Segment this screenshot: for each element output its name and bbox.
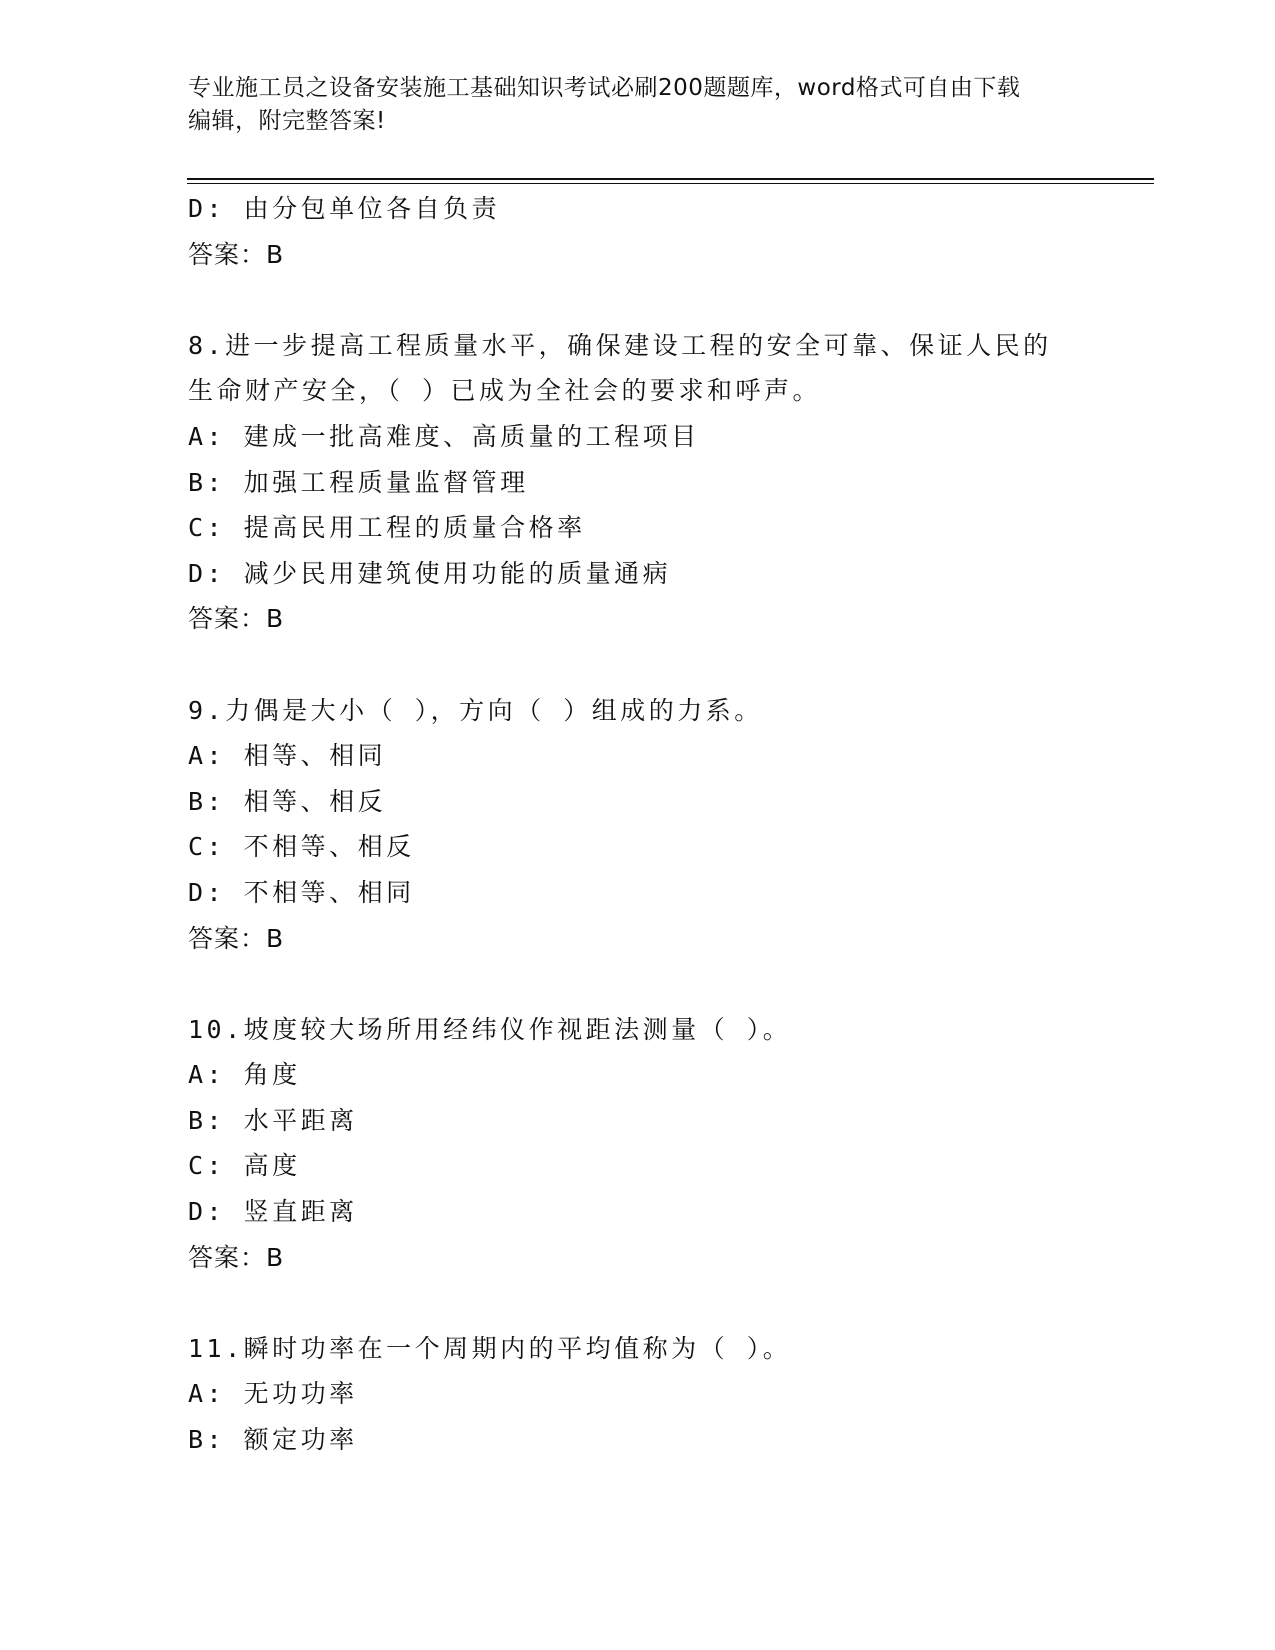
option-c: C: 提高民用工程的质量合格率 — [188, 513, 586, 543]
question-11 — [188, 1326, 1108, 1463]
answer-label: 答案：B — [188, 604, 285, 634]
option-c: C: 不相等、相反 — [188, 832, 415, 862]
option-c: C: 高度 — [188, 1151, 301, 1181]
spacer — [188, 961, 1108, 1007]
document-header — [188, 72, 1088, 138]
header-divider-thin — [187, 183, 1154, 184]
question-stem: 9.力偶是大小（ ），方向（ ）组成的力系。 — [188, 695, 763, 725]
option-a: A: 建成一批高难度、高质量的工程项目 — [188, 421, 700, 451]
spacer — [188, 642, 1108, 688]
question-7 — [188, 186, 1108, 277]
question-stem: 11.瞬时功率在一个周期内的平均值称为（ ）。 — [188, 1333, 792, 1363]
question-list — [188, 186, 1108, 1463]
option-b: B: 水平距离 — [188, 1105, 358, 1135]
question-stem: 8.进一步提高工程质量水平，确保建设工程的安全可靠、保证人民的 — [188, 330, 1052, 360]
option-d: D: 减少民用建筑使用功能的质量通病 — [188, 558, 672, 588]
answer-label: 答案：B — [188, 1242, 285, 1272]
question-stem: 10.坡度较大场所用经纬仪作视距法测量（ ）。 — [188, 1014, 792, 1044]
option-d: D: 由分包单位各自负责 — [188, 194, 501, 223]
question-8 — [188, 323, 1108, 642]
question-10 — [188, 1007, 1108, 1281]
option-d: D: 不相等、相同 — [188, 877, 415, 907]
option-d: D: 竖直距离 — [188, 1197, 358, 1227]
header-divider-thick — [187, 178, 1154, 180]
option-b: B: 额定功率 — [188, 1425, 358, 1455]
option-b: B: 相等、相反 — [188, 786, 387, 816]
spacer — [188, 277, 1108, 323]
answer-label: 答案：B — [188, 239, 285, 269]
question-9 — [188, 688, 1108, 962]
option-a: A: 无功功率 — [188, 1379, 358, 1409]
spacer — [188, 1280, 1108, 1326]
header-title-line-1: 专业施工员之设备安装施工基础知识考试必刷200题题库，word格式可自由下载 — [188, 75, 1021, 101]
question-stem-continued: 生命财产安全，（ ）已成为全社会的要求和呼声。 — [188, 376, 822, 406]
header-title-line-2: 编辑，附完整答案! — [188, 108, 386, 134]
option-a: A: 角度 — [188, 1060, 301, 1090]
option-b: B: 加强工程质量监督管理 — [188, 467, 529, 497]
option-a: A: 相等、相同 — [188, 741, 387, 771]
answer-label: 答案：B — [188, 923, 285, 953]
